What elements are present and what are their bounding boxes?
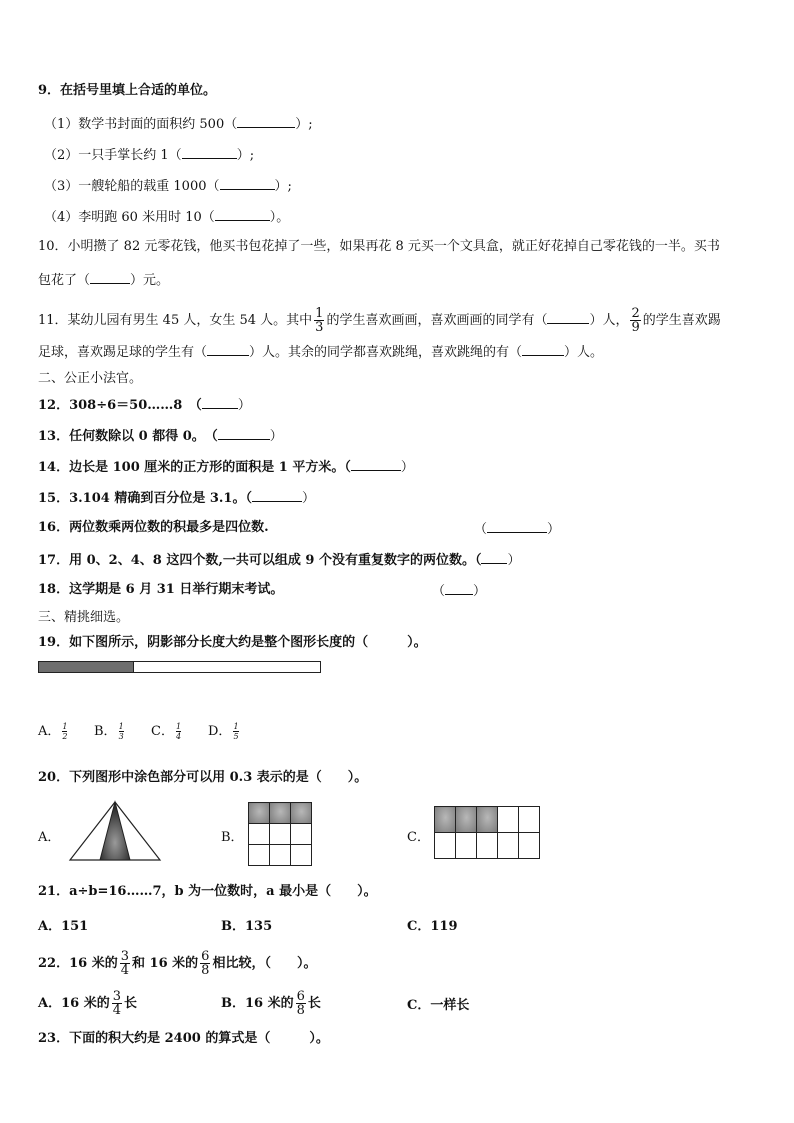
- q21-question: 21．a÷b=16……7，b 为一位数时，a 最小是（ ）。: [38, 884, 377, 899]
- answer-blank[interactable]: [202, 395, 238, 409]
- answer-blank[interactable]: [220, 176, 275, 190]
- q22-option-b[interactable]: B．16 米的 $\frac{6}{8}$ 长: [221, 989, 321, 1018]
- answer-blank[interactable]: [547, 310, 589, 324]
- q9-item-3: （3）一艘轮船的载重 1000（ ）;: [44, 176, 292, 196]
- answer-blank[interactable]: [445, 581, 473, 595]
- q15: 15．3.104 精确到百分位是 3.1。（ ）: [38, 488, 315, 508]
- q9-item-4: （4）李明跑 60 米用时 10（ ）。: [44, 207, 289, 227]
- q19-option-c[interactable]: C． $\frac{1}{4}$: [151, 722, 182, 741]
- q10-line-2: 包花了（ ）元。: [38, 270, 169, 290]
- answer-blank[interactable]: [351, 457, 401, 471]
- fraction: $\frac{1}{3}$: [315, 306, 324, 335]
- q22-option-c[interactable]: C．一样长: [407, 998, 470, 1013]
- q18: 18．这学期是 6 月 31 日举行期末考试。: [38, 582, 284, 597]
- answer-blank[interactable]: [487, 519, 547, 533]
- q19-option-d[interactable]: D． $\frac{1}{5}$: [208, 722, 239, 741]
- q17: 17．用 0、2、4、8 这四个数,一共可以组成 9 个没有重复数字的两位数。（ ）: [38, 550, 520, 570]
- q19-question: 19．如下图所示，阴影部分长度大约是整个图形长度的（ ）。: [38, 635, 427, 650]
- q19-option-b[interactable]: B． $\frac{1}{3}$: [94, 722, 124, 741]
- section-3-heading: 三、精挑细选。: [38, 610, 130, 625]
- fraction: $\frac{6}{8}$: [201, 949, 210, 978]
- answer-blank[interactable]: [215, 207, 270, 221]
- q20-option-c-label[interactable]: C．: [407, 830, 430, 845]
- q22-question: 22．16 米的 $\frac{3}{4}$ 和 16 米的 $\frac{6}{8}$ 相比较，（ ）。: [38, 949, 317, 978]
- q13: 13．任何数除以 0 都得 0。 （ ）: [38, 426, 283, 446]
- q21-option-a[interactable]: A．151: [38, 919, 89, 934]
- fraction: $\frac{2}{9}$: [631, 306, 640, 335]
- q11-line-2: 足球，喜欢踢足球的学生有（ ）人。其余的同学都喜欢跳绳，喜欢跳绳的有（ ）人。: [38, 342, 603, 362]
- answer-blank[interactable]: [218, 426, 270, 440]
- q20-question: 20．下列图形中涂色部分可以用 0.3 表示的是（ ）。: [38, 770, 368, 785]
- q20-grid-b: [248, 802, 312, 866]
- section-2-heading: 二、公正小法官。: [38, 371, 143, 386]
- q11-line-1: 11．某幼儿园有男生 45 人，女生 54 人。其中 $\frac{1}{3}$ 的学生喜欢画画，喜欢画画的同学有（ ）人， $\frac{2}{9}$ 的学生喜欢踢: [38, 306, 721, 335]
- q21-option-c[interactable]: C．119: [407, 919, 458, 934]
- q10-line-1: 10．小明攒了 82 元零花钱，他买书包花掉了一些，如果再花 8 元买一个文具盒，就正好花掉自己零花钱的一半。买书: [38, 239, 720, 254]
- q14: 14．边长是 100 厘米的正方形的面积是 1 平方米。（ ）: [38, 457, 414, 477]
- q9-item-2: （2）一只手掌长约 1（ ）;: [44, 145, 254, 165]
- q23-question: 23．下面的积大约是 2400 的算式是（ ）。: [38, 1031, 329, 1046]
- q18-answer: （ ）: [432, 581, 486, 601]
- q9-title: 9．在括号里填上合适的单位。: [38, 83, 217, 98]
- q21-option-b[interactable]: B．135: [221, 919, 273, 934]
- q20-option-a-label[interactable]: A．: [38, 830, 61, 845]
- q20-triangle-figure: [68, 800, 162, 862]
- q16-answer: （ ）: [474, 519, 560, 539]
- answer-blank[interactable]: [182, 145, 237, 159]
- q12: 12．308÷6＝50……8 （ ）: [38, 395, 251, 415]
- answer-blank[interactable]: [252, 488, 302, 502]
- q9-item-1: （1）数学书封面的面积约 500（ ）;: [44, 114, 313, 134]
- q22-option-a[interactable]: A．16 米的 $\frac{3}{4}$ 长: [38, 989, 138, 1018]
- fraction: $\frac{3}{4}$: [120, 949, 129, 978]
- q19-bar-figure: [38, 661, 321, 673]
- q19-shaded-part: [39, 662, 134, 672]
- q16: 16．两位数乘两位数的积最多是四位数.: [38, 520, 269, 535]
- answer-blank[interactable]: [207, 342, 249, 356]
- q19-option-a[interactable]: A． $\frac{1}{2}$: [38, 722, 68, 741]
- q20-grid-c: [434, 806, 540, 859]
- q20-option-b-label[interactable]: B．: [221, 830, 244, 845]
- answer-blank[interactable]: [237, 114, 295, 128]
- answer-blank[interactable]: [90, 270, 130, 284]
- answer-blank[interactable]: [481, 550, 507, 564]
- answer-blank[interactable]: [522, 342, 564, 356]
